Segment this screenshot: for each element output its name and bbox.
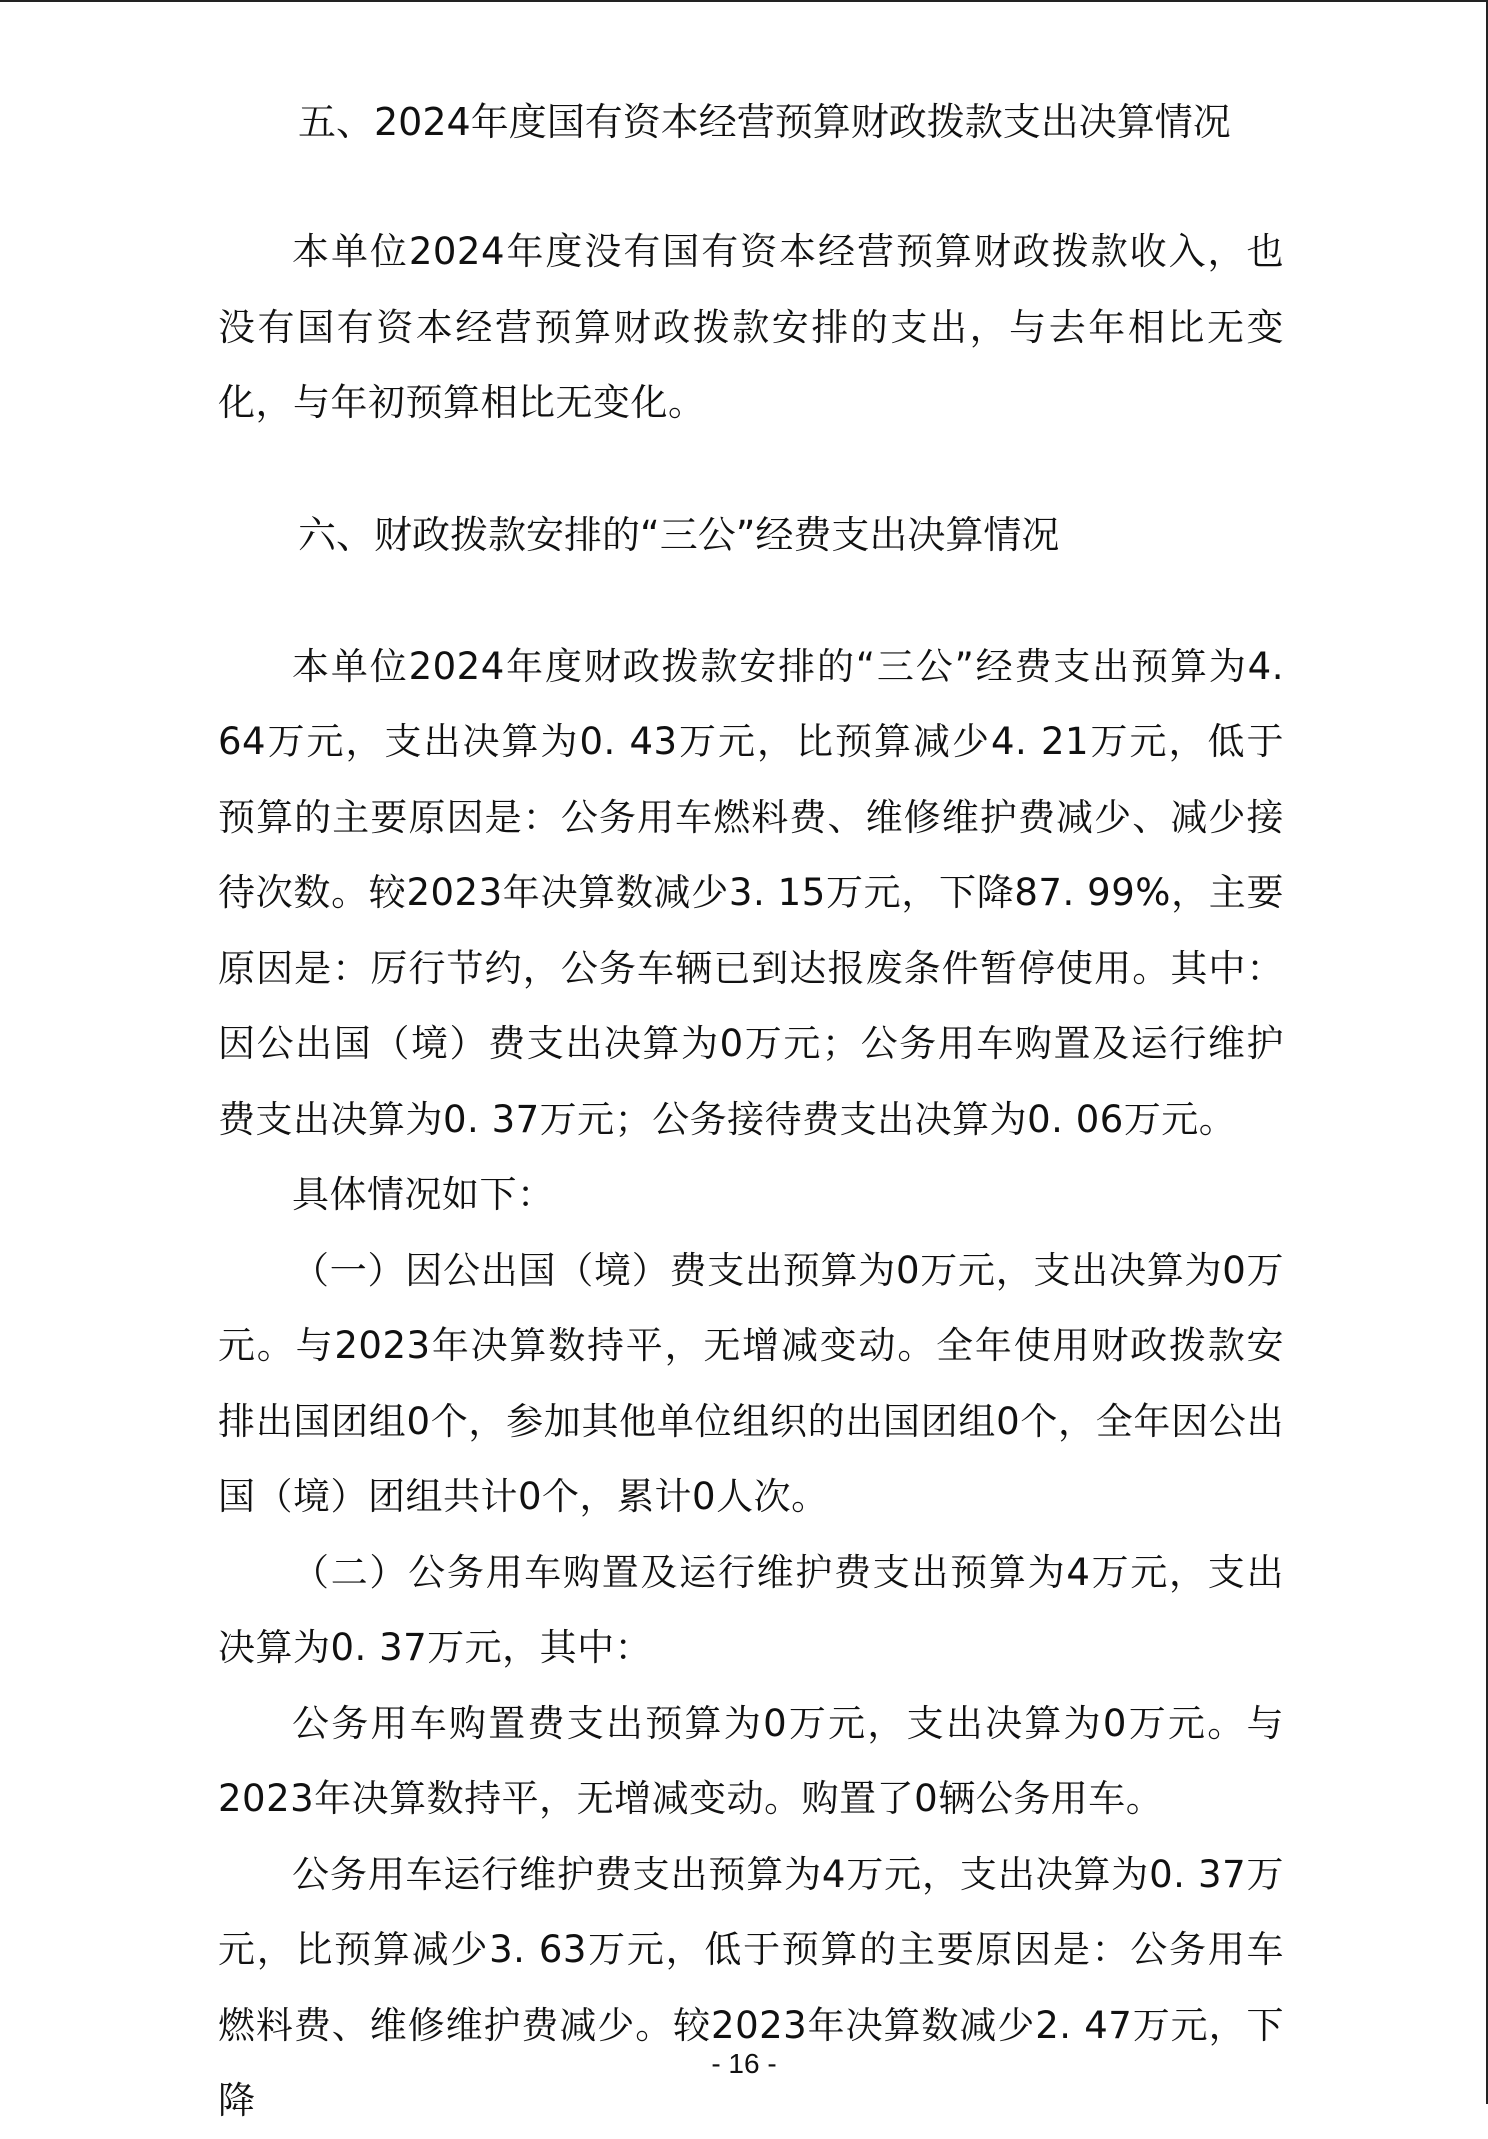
section-6-paragraph-vehicle-maintenance: 公务用车运行维护费支出预算为4万元，支出决算为0. 37万元，比预算减少3. 63万元，低于预算的主要原因是：公务用车燃料费、维修维护费减少。较2023年决算数减少2. 47万元，下降 [218, 1852, 1284, 2122]
section-5-paragraph: 本单位2024年度没有国有资本经营预算财政拨款收入，也没有国有资本经营预算财政拨款安排的支出，与去年相比无变化，与年初预算相比无变化。 [218, 230, 1284, 424]
section-6-paragraph-overseas: （一）因公出国（境）费支出预算为0万元，支出决算为0万元。与2023年决算数持平，无增减变动。全年使用财政拨款安排出国团组0个，参加其他单位组织的出国团组0个，全年因公出国（境）团组共计0个，累计0人次。 [218, 1248, 1284, 1518]
section-6-paragraph-details-intro: 具体情况如下： [292, 1173, 555, 1216]
section-6-heading: 六、财政拨款安排的“三公”经费支出决算情况 [298, 512, 1060, 557]
section-5-heading: 五、2024年度国有资本经营预算财政拨款支出决算情况 [298, 100, 1231, 144]
page-number: - 16 - [711, 2048, 777, 2079]
document-body [218, 92, 1284, 2139]
section-6-paragraph-vehicle-purchase: 公务用车购置费支出预算为0万元，支出决算为0万元。与2023年决算数持平，无增减变动。购置了0辆公务用车。 [218, 1701, 1284, 1820]
section-6-paragraph-summary: 本单位2024年度财政拨款安排的“三公”经费支出预算为4. 64万元，支出决算为0. 43万元，比预算减少4. 21万元，低于预算的主要原因是：公务用车燃料费、维修维护费减少、减少接待次数。较2023年决算数减少3. 15万元，下降87. 99%，主要原因是：厉行节约，公务车辆已到达报废条件暂停使用。其中：因公出国（境）费支出决算为0万元；公务用车购置及运行维护费支出决算为0. 37万元；公务接待费支出决算为0. 06万元。 [218, 644, 1284, 1141]
page-border-top [0, 0, 1488, 2]
section-6-paragraph-vehicle-total: （二）公务用车购置及运行维护费支出预算为4万元，支出决算为0. 37万元，其中： [218, 1550, 1284, 1669]
